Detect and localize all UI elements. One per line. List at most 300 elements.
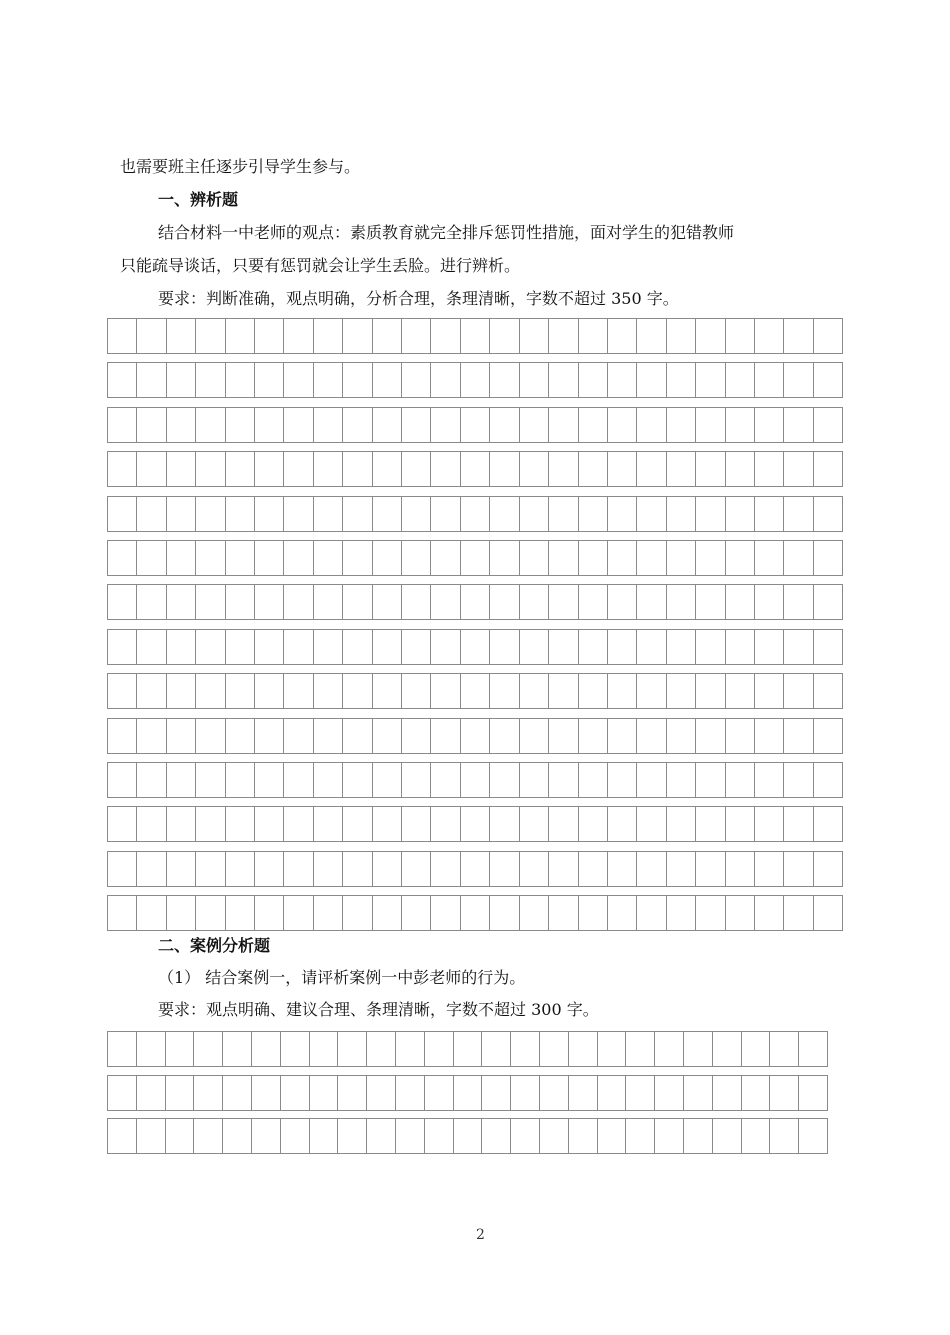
grid-cell[interactable] [548,363,577,397]
grid-cell[interactable] [166,452,195,486]
grid-cell[interactable] [251,1119,280,1153]
grid-cell[interactable] [430,852,459,886]
grid-cell[interactable] [578,719,607,753]
grid-cell[interactable] [519,363,548,397]
grid-cell[interactable] [607,363,636,397]
grid-cell[interactable] [607,541,636,575]
grid-cell[interactable] [136,319,165,353]
grid-cell[interactable] [108,319,136,353]
grid-cell[interactable] [136,497,165,531]
grid-cell[interactable] [254,452,283,486]
grid-cell[interactable] [372,408,401,442]
grid-cell[interactable] [460,807,489,841]
grid-cell[interactable] [195,452,224,486]
grid-cell[interactable] [283,363,312,397]
grid-cell[interactable] [813,852,842,886]
grid-cell[interactable] [460,452,489,486]
grid-cell[interactable] [489,674,518,708]
grid-cell[interactable] [666,363,695,397]
grid-cell[interactable] [460,541,489,575]
grid-cell[interactable] [607,497,636,531]
grid-cell[interactable] [430,541,459,575]
grid-cell[interactable] [519,763,548,797]
grid-cell[interactable] [166,807,195,841]
grid-cell[interactable] [195,719,224,753]
grid-cell[interactable] [754,541,783,575]
grid-cell[interactable] [372,319,401,353]
grid-cell[interactable] [607,852,636,886]
grid-cell[interactable] [136,896,165,930]
grid-cell[interactable] [754,674,783,708]
grid-cell[interactable] [578,408,607,442]
grid-cell[interactable] [725,585,754,619]
grid-cell[interactable] [342,497,371,531]
grid-cell[interactable] [254,497,283,531]
grid-cell[interactable] [195,674,224,708]
grid-cell[interactable] [195,319,224,353]
grid-cell[interactable] [695,807,724,841]
grid-cell[interactable] [453,1119,482,1153]
grid-cell[interactable] [254,319,283,353]
grid-cell[interactable] [510,1076,539,1110]
grid-cell[interactable] [754,852,783,886]
grid-cell[interactable] [313,719,342,753]
grid-cell[interactable] [489,363,518,397]
grid-cell[interactable] [136,630,165,664]
grid-cell[interactable] [430,585,459,619]
grid-cell[interactable] [372,585,401,619]
grid-cell[interactable] [283,585,312,619]
grid-cell[interactable] [578,541,607,575]
grid-cell[interactable] [401,719,430,753]
grid-cell[interactable] [313,363,342,397]
grid-cell[interactable] [372,763,401,797]
grid-cell[interactable] [166,719,195,753]
grid-cell[interactable] [519,630,548,664]
grid-cell[interactable] [166,319,195,353]
grid-cell[interactable] [225,363,254,397]
grid-cell[interactable] [283,896,312,930]
grid-cell[interactable] [683,1076,712,1110]
grid-cell[interactable] [313,585,342,619]
grid-cell[interactable] [401,497,430,531]
grid-cell[interactable] [283,852,312,886]
grid-cell[interactable] [741,1076,770,1110]
grid-cell[interactable] [725,630,754,664]
grid-cell[interactable] [683,1119,712,1153]
grid-cell[interactable] [283,719,312,753]
grid-cell[interactable] [783,541,812,575]
grid-cell[interactable] [372,674,401,708]
grid-cell[interactable] [783,763,812,797]
grid-cell[interactable] [280,1032,309,1066]
grid-cell[interactable] [666,452,695,486]
grid-cell[interactable] [813,319,842,353]
grid-cell[interactable] [280,1076,309,1110]
grid-cell[interactable] [309,1076,338,1110]
grid-cell[interactable] [283,497,312,531]
grid-cell[interactable] [695,408,724,442]
grid-cell[interactable] [283,763,312,797]
grid-cell[interactable] [695,452,724,486]
grid-cell[interactable] [481,1076,510,1110]
grid-cell[interactable] [372,630,401,664]
grid-cell[interactable] [725,319,754,353]
grid-cell[interactable] [225,319,254,353]
grid-cell[interactable] [195,585,224,619]
grid-cell[interactable] [783,319,812,353]
grid-cell[interactable] [460,497,489,531]
grid-cell[interactable] [401,585,430,619]
grid-cell[interactable] [313,763,342,797]
grid-cell[interactable] [813,497,842,531]
grid-cell[interactable] [783,674,812,708]
grid-cell[interactable] [607,585,636,619]
grid-cell[interactable] [342,363,371,397]
grid-cell[interactable] [636,807,665,841]
grid-cell[interactable] [654,1032,683,1066]
grid-cell[interactable] [783,585,812,619]
grid-cell[interactable] [313,852,342,886]
grid-cell[interactable] [430,719,459,753]
grid-cell[interactable] [195,541,224,575]
grid-cell[interactable] [222,1119,251,1153]
grid-cell[interactable] [166,674,195,708]
grid-cell[interactable] [313,896,342,930]
grid-cell[interactable] [798,1076,827,1110]
grid-cell[interactable] [195,763,224,797]
grid-cell[interactable] [225,807,254,841]
grid-cell[interactable] [695,585,724,619]
grid-cell[interactable] [136,363,165,397]
grid-cell[interactable] [683,1032,712,1066]
grid-cell[interactable] [166,541,195,575]
grid-cell[interactable] [725,363,754,397]
grid-cell[interactable] [254,763,283,797]
grid-cell[interactable] [568,1076,597,1110]
grid-cell[interactable] [597,1032,626,1066]
grid-cell[interactable] [342,763,371,797]
grid-cell[interactable] [166,896,195,930]
grid-cell[interactable] [725,674,754,708]
grid-cell[interactable] [136,719,165,753]
grid-cell[interactable] [401,630,430,664]
grid-cell[interactable] [578,452,607,486]
grid-cell[interactable] [108,452,136,486]
grid-cell[interactable] [342,896,371,930]
grid-cell[interactable] [489,319,518,353]
grid-cell[interactable] [280,1119,309,1153]
grid-cell[interactable] [548,585,577,619]
grid-cell[interactable] [625,1119,654,1153]
grid-cell[interactable] [166,363,195,397]
grid-cell[interactable] [460,763,489,797]
grid-cell[interactable] [136,852,165,886]
grid-cell[interactable] [548,541,577,575]
grid-cell[interactable] [695,319,724,353]
grid-cell[interactable] [725,807,754,841]
grid-cell[interactable] [254,363,283,397]
grid-cell[interactable] [283,807,312,841]
grid-cell[interactable] [666,763,695,797]
grid-cell[interactable] [108,1032,136,1066]
grid-cell[interactable] [578,497,607,531]
grid-cell[interactable] [813,719,842,753]
grid-cell[interactable] [625,1076,654,1110]
grid-cell[interactable] [283,630,312,664]
grid-cell[interactable] [337,1032,366,1066]
grid-cell[interactable] [108,896,136,930]
grid-cell[interactable] [578,852,607,886]
grid-cell[interactable] [607,674,636,708]
grid-cell[interactable] [283,541,312,575]
grid-cell[interactable] [460,408,489,442]
grid-cell[interactable] [725,719,754,753]
grid-cell[interactable] [195,807,224,841]
grid-cell[interactable] [636,585,665,619]
grid-cell[interactable] [666,807,695,841]
grid-cell[interactable] [108,363,136,397]
grid-cell[interactable] [510,1032,539,1066]
grid-cell[interactable] [636,497,665,531]
grid-cell[interactable] [725,497,754,531]
grid-cell[interactable] [108,1119,136,1153]
grid-cell[interactable] [519,896,548,930]
grid-cell[interactable] [460,319,489,353]
grid-cell[interactable] [460,585,489,619]
grid-cell[interactable] [254,852,283,886]
grid-cell[interactable] [712,1076,741,1110]
grid-cell[interactable] [395,1076,424,1110]
grid-cell[interactable] [108,408,136,442]
grid-cell[interactable] [783,807,812,841]
grid-cell[interactable] [254,408,283,442]
grid-cell[interactable] [489,585,518,619]
grid-cell[interactable] [519,807,548,841]
grid-cell[interactable] [313,807,342,841]
grid-cell[interactable] [813,896,842,930]
grid-cell[interactable] [136,452,165,486]
grid-cell[interactable] [754,497,783,531]
grid-cell[interactable] [342,719,371,753]
grid-cell[interactable] [372,807,401,841]
grid-cell[interactable] [813,585,842,619]
grid-cell[interactable] [225,674,254,708]
grid-cell[interactable] [548,408,577,442]
grid-cell[interactable] [548,807,577,841]
grid-cell[interactable] [489,452,518,486]
grid-cell[interactable] [460,719,489,753]
grid-cell[interactable] [489,630,518,664]
grid-cell[interactable] [695,674,724,708]
grid-cell[interactable] [313,319,342,353]
grid-cell[interactable] [136,1032,165,1066]
grid-cell[interactable] [725,541,754,575]
grid-cell[interactable] [225,719,254,753]
grid-cell[interactable] [395,1119,424,1153]
grid-cell[interactable] [166,585,195,619]
grid-cell[interactable] [519,852,548,886]
grid-cell[interactable] [313,497,342,531]
grid-cell[interactable] [539,1032,568,1066]
grid-cell[interactable] [548,452,577,486]
grid-cell[interactable] [783,408,812,442]
grid-cell[interactable] [283,319,312,353]
grid-cell[interactable] [636,452,665,486]
grid-cell[interactable] [401,674,430,708]
grid-cell[interactable] [193,1119,222,1153]
grid-cell[interactable] [309,1119,338,1153]
grid-cell[interactable] [251,1076,280,1110]
grid-cell[interactable] [666,674,695,708]
grid-cell[interactable] [453,1076,482,1110]
grid-cell[interactable] [401,807,430,841]
grid-cell[interactable] [548,896,577,930]
grid-cell[interactable] [754,452,783,486]
grid-cell[interactable] [342,852,371,886]
grid-cell[interactable] [460,852,489,886]
grid-cell[interactable] [342,630,371,664]
grid-cell[interactable] [754,896,783,930]
grid-cell[interactable] [195,363,224,397]
grid-cell[interactable] [769,1076,798,1110]
grid-cell[interactable] [548,763,577,797]
grid-cell[interactable] [460,630,489,664]
grid-cell[interactable] [337,1076,366,1110]
grid-cell[interactable] [430,630,459,664]
grid-cell[interactable] [401,852,430,886]
grid-cell[interactable] [636,408,665,442]
grid-cell[interactable] [430,363,459,397]
grid-cell[interactable] [548,497,577,531]
grid-cell[interactable] [510,1119,539,1153]
grid-cell[interactable] [225,852,254,886]
grid-cell[interactable] [578,807,607,841]
grid-cell[interactable] [725,408,754,442]
grid-cell[interactable] [195,852,224,886]
grid-cell[interactable] [166,763,195,797]
grid-cell[interactable] [666,497,695,531]
grid-cell[interactable] [813,807,842,841]
grid-cell[interactable] [460,363,489,397]
grid-cell[interactable] [251,1032,280,1066]
grid-cell[interactable] [225,497,254,531]
grid-cell[interactable] [654,1119,683,1153]
grid-cell[interactable] [783,630,812,664]
grid-cell[interactable] [366,1119,395,1153]
grid-cell[interactable] [754,630,783,664]
grid-cell[interactable] [460,896,489,930]
grid-cell[interactable] [666,719,695,753]
grid-cell[interactable] [342,319,371,353]
grid-cell[interactable] [798,1119,827,1153]
grid-cell[interactable] [166,408,195,442]
grid-cell[interactable] [313,674,342,708]
grid-cell[interactable] [798,1032,827,1066]
grid-cell[interactable] [225,585,254,619]
grid-cell[interactable] [424,1076,453,1110]
grid-cell[interactable] [741,1032,770,1066]
grid-cell[interactable] [636,541,665,575]
grid-cell[interactable] [548,674,577,708]
grid-cell[interactable] [578,630,607,664]
grid-cell[interactable] [636,763,665,797]
grid-cell[interactable] [754,807,783,841]
grid-cell[interactable] [607,452,636,486]
grid-cell[interactable] [489,541,518,575]
grid-cell[interactable] [372,452,401,486]
grid-cell[interactable] [754,319,783,353]
grid-cell[interactable] [166,630,195,664]
grid-cell[interactable] [519,452,548,486]
grid-cell[interactable] [136,763,165,797]
grid-cell[interactable] [342,408,371,442]
grid-cell[interactable] [607,630,636,664]
grid-cell[interactable] [548,719,577,753]
grid-cell[interactable] [539,1076,568,1110]
grid-cell[interactable] [725,852,754,886]
grid-cell[interactable] [254,541,283,575]
grid-cell[interactable] [108,807,136,841]
grid-cell[interactable] [607,896,636,930]
grid-cell[interactable] [597,1076,626,1110]
grid-cell[interactable] [666,630,695,664]
grid-cell[interactable] [813,541,842,575]
grid-cell[interactable] [754,408,783,442]
grid-cell[interactable] [254,585,283,619]
grid-cell[interactable] [342,452,371,486]
grid-cell[interactable] [578,896,607,930]
grid-cell[interactable] [725,452,754,486]
answer-grid-analysis[interactable] [107,318,843,931]
grid-cell[interactable] [578,674,607,708]
grid-cell[interactable] [783,452,812,486]
grid-cell[interactable] [666,852,695,886]
grid-cell[interactable] [136,585,165,619]
grid-cell[interactable] [283,674,312,708]
grid-cell[interactable] [489,852,518,886]
grid-cell[interactable] [313,408,342,442]
grid-cell[interactable] [453,1032,482,1066]
grid-cell[interactable] [695,541,724,575]
grid-cell[interactable] [695,630,724,664]
grid-cell[interactable] [136,674,165,708]
grid-cell[interactable] [342,585,371,619]
grid-cell[interactable] [695,719,724,753]
grid-cell[interactable] [222,1076,251,1110]
grid-cell[interactable] [695,896,724,930]
grid-cell[interactable] [342,674,371,708]
grid-cell[interactable] [636,363,665,397]
grid-cell[interactable] [519,541,548,575]
grid-cell[interactable] [519,319,548,353]
grid-cell[interactable] [366,1032,395,1066]
grid-cell[interactable] [568,1119,597,1153]
grid-cell[interactable] [225,452,254,486]
grid-cell[interactable] [424,1119,453,1153]
grid-cell[interactable] [519,408,548,442]
grid-cell[interactable] [636,630,665,664]
grid-cell[interactable] [372,363,401,397]
grid-cell[interactable] [430,763,459,797]
grid-cell[interactable] [783,896,812,930]
grid-cell[interactable] [519,585,548,619]
grid-cell[interactable] [254,674,283,708]
grid-cell[interactable] [725,896,754,930]
grid-cell[interactable] [813,452,842,486]
grid-cell[interactable] [489,807,518,841]
grid-cell[interactable] [783,497,812,531]
